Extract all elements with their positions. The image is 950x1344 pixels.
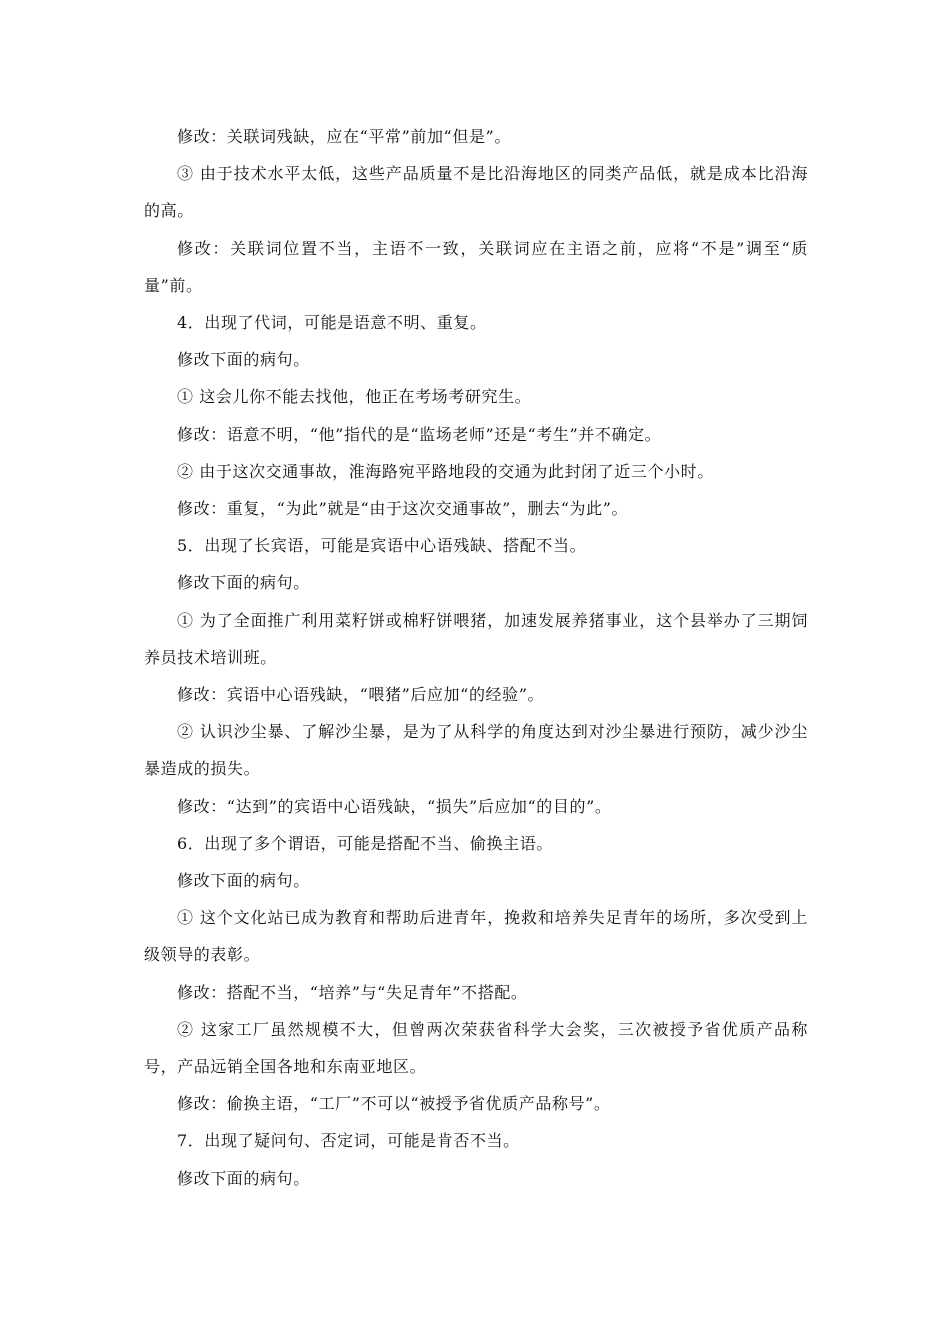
paragraph-revision: 修改：搭配不当，“培养”与“失足青年”不搭配。 — [177, 982, 528, 1002]
paragraph-example: ① 为了全面推广利用菜籽饼或棉籽饼喂猪，加速发展养猪事业，这个县举办了三期饲养员技术培训班。 — [144, 610, 808, 667]
paragraph-example: ③ 由于技术水平太低，这些产品质量不是比沿海地区的同类产品低，就是成本比沿海的高。 — [144, 164, 808, 221]
paragraph-instruction: 修改下面的病句。 — [177, 871, 310, 891]
paragraph-instruction: 修改下面的病句。 — [177, 350, 310, 370]
paragraph-instruction: 修改下面的病句。 — [177, 573, 310, 593]
paragraph-revision: 修改：重复，“为此”就是“由于这次交通事故”，删去“为此”。 — [177, 499, 629, 519]
paragraph-revision: 修改：语意不明，“他”指代的是“监场老师”还是“考生”并不确定。 — [177, 424, 662, 444]
paragraph-example: ② 由于这次交通事故，淮海路宛平路地段的交通为此封闭了近三个小时。 — [177, 461, 714, 481]
paragraph-revision: 修改：宾语中心语残缺，“喂猪”后应加“的经验”。 — [177, 685, 545, 705]
paragraph-example: ② 认识沙尘暴、了解沙尘暴，是为了从科学的角度达到对沙尘暴进行预防，减少沙尘暴造成的损失。 — [144, 722, 808, 779]
paragraph-revision: 修改：关联词位置不当，主语不一致，关联词应在主语之前，应将“不是”调至“质量”前。 — [144, 238, 808, 295]
section-heading-6: 6．出现了多个谓语，可能是搭配不当、偷换主语。 — [177, 833, 553, 853]
paragraph-example: ② 这家工厂虽然规模不大，但曾两次荣获省科学大会奖，三次被授予省优质产品称号，产品远销全国各地和东南亚地区。 — [144, 1019, 808, 1077]
section-heading-7: 7．出现了疑问句、否定词，可能是肯否不当。 — [177, 1131, 520, 1151]
document-body — [144, 118, 808, 1197]
section-heading-4: 4．出现了代词，可能是语意不明、重复。 — [177, 313, 487, 333]
paragraph-example: ① 这会儿你不能去找他，他正在考场考研究生。 — [177, 387, 532, 407]
section-heading-5: 5．出现了长宾语，可能是宾语中心语残缺、搭配不当。 — [177, 536, 587, 556]
paragraph-instruction: 修改下面的病句。 — [177, 1168, 310, 1188]
paragraph-revision: 修改：偷换主语，“工厂”不可以“被授予省优质产品称号”。 — [177, 1094, 611, 1114]
paragraph-revision: 修改：“达到”的宾语中心语残缺，“损失”后应加“的目的”。 — [177, 796, 612, 816]
paragraph-example: ① 这个文化站已成为教育和帮助后进青年，挽救和培养失足青年的场所，多次受到上级领导的表彰。 — [144, 908, 808, 965]
paragraph-revision: 修改：关联词残缺，应在“平常”前加“但是”。 — [177, 127, 511, 146]
